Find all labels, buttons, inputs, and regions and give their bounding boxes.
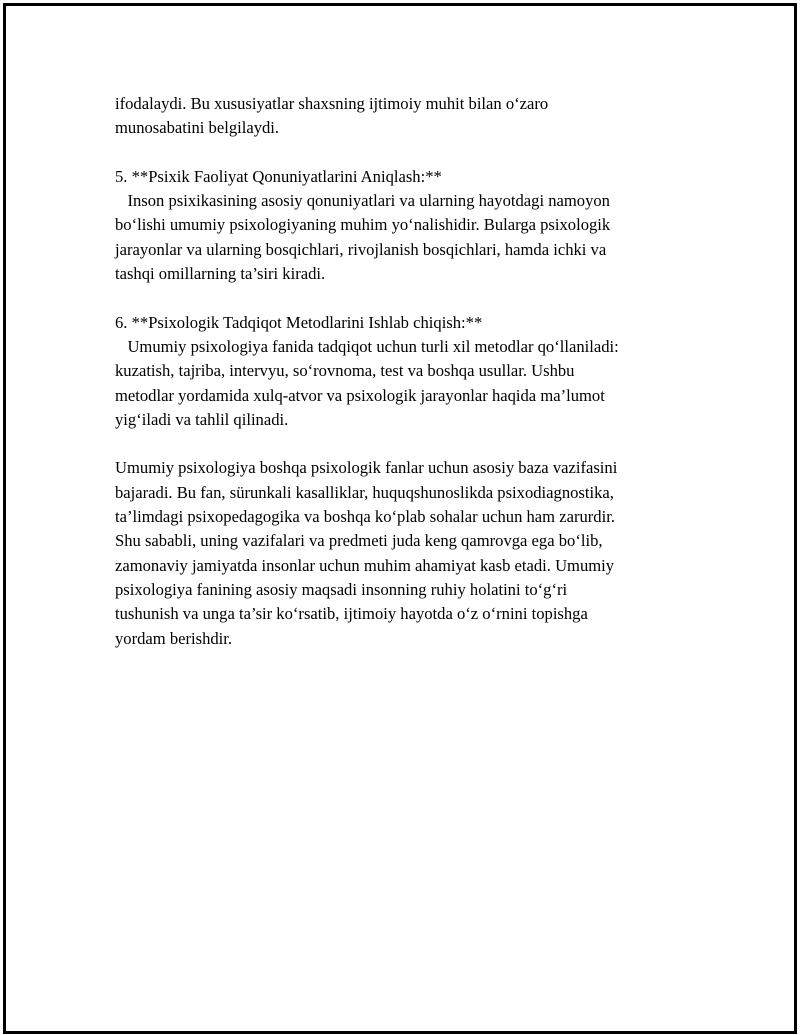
section-5-heading: 5. **Psixik Faoliyat Qonuniyatlarini Aniqlash:** <box>115 166 442 186</box>
text-line: psixologiya fanining asosiy maqsadi insonning ruhiy holatini to‘g‘ri <box>115 579 568 599</box>
text-line: bajaradi. Bu fan, sürunkali kasalliklar, huquqshunoslikda psixodiagnostika, <box>115 482 614 502</box>
text-line: tushunish va unga ta’sir ko‘rsatib, ijtimoiy hayotda o‘z o‘rnini topishga <box>115 604 588 624</box>
section-6 <box>115 311 695 432</box>
text-line: zamonaviy jamiyatda insonlar uchun muhim ahamiyat kasb etadi. Umumiy <box>115 555 615 575</box>
text-line: ifodalaydi. Bu xususiyatlar shaxsning ijtimoiy muhit bilan o‘zaro <box>115 94 549 113</box>
intro-paragraph <box>115 92 695 141</box>
text-line: Inson psixikasining asosiy qonuniyatlari va ularning hayotdagi namoyon <box>115 191 610 211</box>
text-line: yig‘iladi va tahlil qilinadi. <box>115 409 289 429</box>
text-line: jarayonlar va ularning bosqichlari, rivojlanish bosqichlari, hamda ichki va <box>115 239 607 259</box>
section-5 <box>115 165 695 286</box>
text-line: yordam berishdir. <box>115 628 233 648</box>
paragraph-gap <box>115 432 695 456</box>
text-line: Umumiy psixologiya boshqa psixologik fanlar uchun asosiy baza vazifasini <box>115 458 618 478</box>
text-line: Shu sababli, uning vazifalari va predmeti juda keng qamrovga ega bo‘lib, <box>115 531 603 551</box>
text-line: kuzatish, tajriba, intervyu, so‘rovnoma, test va boshqa usullar. Ushbu <box>115 361 575 381</box>
text-line: metodlar yordamida xulq-atvor va psixologik jarayonlar haqida ma’lumot <box>115 385 605 405</box>
conclusion-paragraph <box>115 456 695 650</box>
text-line: bo‘lishi umumiy psixologiyaning muhim yo‘nalishidir. Bularga psixologik <box>115 215 611 235</box>
text-line: Umumiy psixologiya fanida tadqiqot uchun turli xil metodlar qo‘llaniladi: <box>115 336 619 356</box>
section-6-heading: 6. **Psixologik Tadqiqot Metodlarini Ishlab chiqish:** <box>115 312 483 332</box>
text-line: munosabatini belgilaydi. <box>115 118 280 138</box>
document-body <box>115 92 695 651</box>
paragraph-gap <box>115 286 695 310</box>
text-line: ta’limdagi psixopedagogika va boshqa ko‘plab sohalar uchun ham zarurdir. <box>115 507 615 527</box>
text-line: tashqi omillarning ta’siri kiradi. <box>115 264 326 284</box>
paragraph-gap <box>115 141 695 165</box>
